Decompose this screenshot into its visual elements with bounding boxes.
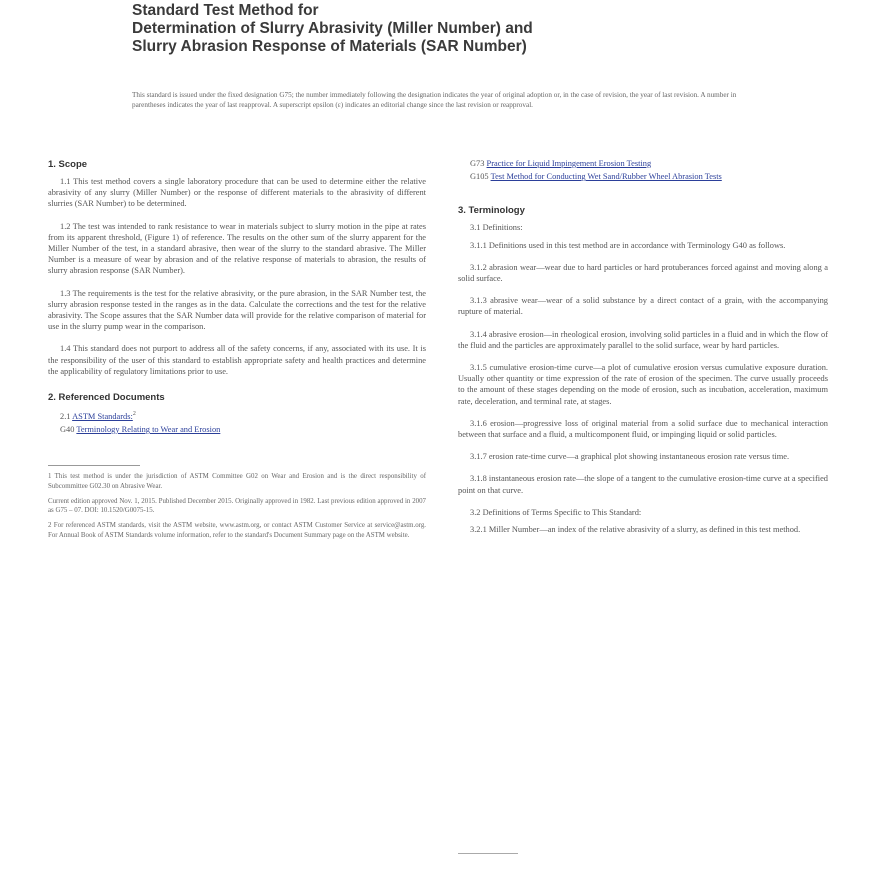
- title-line-1: Standard Test Method for: [132, 2, 319, 19]
- section-heading-referenced-documents: 2. Referenced Documents: [48, 392, 165, 404]
- definition-3-1-7: 3.1.7 erosion rate-time curve—a graphical plot showing instantaneous erosion rate versus time.: [470, 452, 790, 462]
- definition-3-1-4: 3.1.4 abrasive erosion—in rheological erosion, involving solid particles in a fluid and in which the flow of the fluid and the particles are approximately parallel to the solid surface, wear by hard particles.: [458, 329, 828, 350]
- left-column: [48, 158, 426, 546]
- definition-3-1-5: 3.1.5 cumulative erosion-time curve—a plot of cumulative erosion versus cumulative exposure duration. Usually other quantity or time expression of the rate of erosion of the specimen. The curve usually proceeds to the amount of these stages depending on the mode of erosion, such as incubation, acceleration, maximum rate, deceleration, and terminal rate, at stages.: [458, 363, 828, 406]
- reference-prefix: 2.1: [60, 411, 73, 421]
- reference-item-g105: [470, 171, 828, 182]
- definition-3-1-3: 3.1.3 abrasive wear—wear of a solid substance by a direct contact of a grain, with the accompanying rupture of material.: [458, 296, 828, 317]
- paragraph-1-2: 1.2 The test was intended to rank resistance to wear in materials subject to slurry motion in the pipe at rates from its apparent threshold, (Figure 1) of reference. The results on the other sum of the slurry apparent for the Miller Number of the test, in a standard abrasive, then wear of the slurry to the standard abrasive. The Miller Number is a measure of wear by abrasion and of the relative response of materials to abrasion, the results of slurry abrasion response (SAR Number).: [48, 221, 426, 276]
- footnote-edition: Current edition approved Nov. 1, 2015. Published December 2015. Originally approved in 1982. Last previous edition approved in 2007 as G75 – 07. DOI: 10.1520/G0075-15.: [48, 497, 426, 515]
- section-heading-scope: 1. Scope: [48, 159, 88, 170]
- paragraph-1-4: 1.4 This standard does not purport to address all of the safety concerns, if any, associated with its use. It is the responsibility of the user of this standard to establish appropriate safety and health practices and determine the applicability of regulatory limitations prior to use.: [48, 344, 426, 376]
- definition-3-1: 3.1 Definitions:: [470, 223, 523, 233]
- paragraph-1-1: 1.1 This test method covers a single laboratory procedure that can be used to determine either the relative abrasivity of any slurry (Miller Number) or the response of different materials to the abrasivity of different slurries (SAR Number) to be determined.: [48, 177, 426, 209]
- title-line-3: Slurry Abrasion Response of Materials (SAR Number): [132, 38, 527, 55]
- reference-prefix: G40: [60, 425, 77, 435]
- reference-item-g40: [60, 424, 426, 435]
- reference-prefix: G105: [470, 172, 491, 182]
- definition-3-1-2: 3.1.2 abrasion wear—wear due to hard particles or hard protuberances forced against and moving along a solid surface.: [458, 262, 828, 284]
- g105-link[interactable]: Test Method for Conducting Wet Sand/Rubber Wheel Abrasion Tests: [490, 172, 722, 182]
- reference-prefix: G73: [470, 159, 487, 168]
- definition-3-1-1: 3.1.1 Definitions used in this test method are in accordance with Terminology G40 as follows.: [470, 240, 786, 250]
- title-line-2: Determination of Slurry Abrasivity (Miller Number) and: [132, 20, 533, 37]
- definition-3-1-8: 3.1.8 instantaneous erosion rate—the slope of a tangent to the cumulative erosion-time curve at a specified point on that curve.: [458, 474, 828, 495]
- footnote-2: 2 For referenced ASTM standards, visit the ASTM website, www.astm.org, or contact ASTM Customer Service at service@astm.org. For Annual Book of ASTM Standards volume information, refer to the standard's Document Summary page on the ASTM website.: [48, 522, 426, 539]
- document-title: [132, 2, 732, 56]
- definition-3-2-1: 3.2.1 Miller Number—an index of the relative abrasivity of a slurry, as defined in this test method.: [470, 525, 801, 535]
- reference-item-astm-standards: [60, 409, 426, 422]
- paragraph-1-3: 1.3 The requirements is the test for the relative abrasivity, or the pure abrasion, in the SAR Number test, the slurry abrasion response tested in the ranges as in the data. Calculate the corrections and the test for the relative abrasivity. The Scope assures that the SAR Number data will provide for the relative comparison of material for use in the slurry pump wear in the comparison.: [48, 288, 426, 332]
- definition-3-1-6: 3.1.6 erosion—progressive loss of original material from a solid surface due to mechanical interaction between that surface and a fluid, a multicomponent fluid, or impinging liquid or solid particles.: [458, 418, 828, 440]
- footnote-divider: [48, 465, 140, 466]
- g73-link[interactable]: Practice for Liquid Impingement Erosion Testing: [486, 159, 652, 168]
- astm-standards-link[interactable]: ASTM Standards:: [72, 411, 133, 421]
- footnote-marker: 2: [132, 411, 136, 418]
- footnote-1: 1 This test method is under the jurisdiction of ASTM Committee G02 on Wear and Erosion and is the direct responsibility of Subcommittee G02.30 on Abrasive Wear.: [48, 473, 426, 490]
- g40-terminology-link[interactable]: Terminology Relating to Wear and Erosion: [76, 425, 221, 435]
- reference-item-g73: [470, 158, 828, 169]
- definition-3-2: 3.2 Definitions of Terms Specific to This Standard:: [470, 507, 642, 517]
- right-column-footnote-divider: [458, 853, 518, 854]
- right-column: [458, 158, 828, 546]
- section-heading-terminology: 3. Terminology: [458, 205, 525, 217]
- standard-notice: This standard is issued under the fixed designation G75; the number immediately following the designation indicates the year of original adoption or, in the case of revision, the year of last revision. A number in parentheses indicates the year of last reapproval. A superscript epsilon (ε) indicates an editorial change since the last revision or reapproval.: [132, 91, 737, 109]
